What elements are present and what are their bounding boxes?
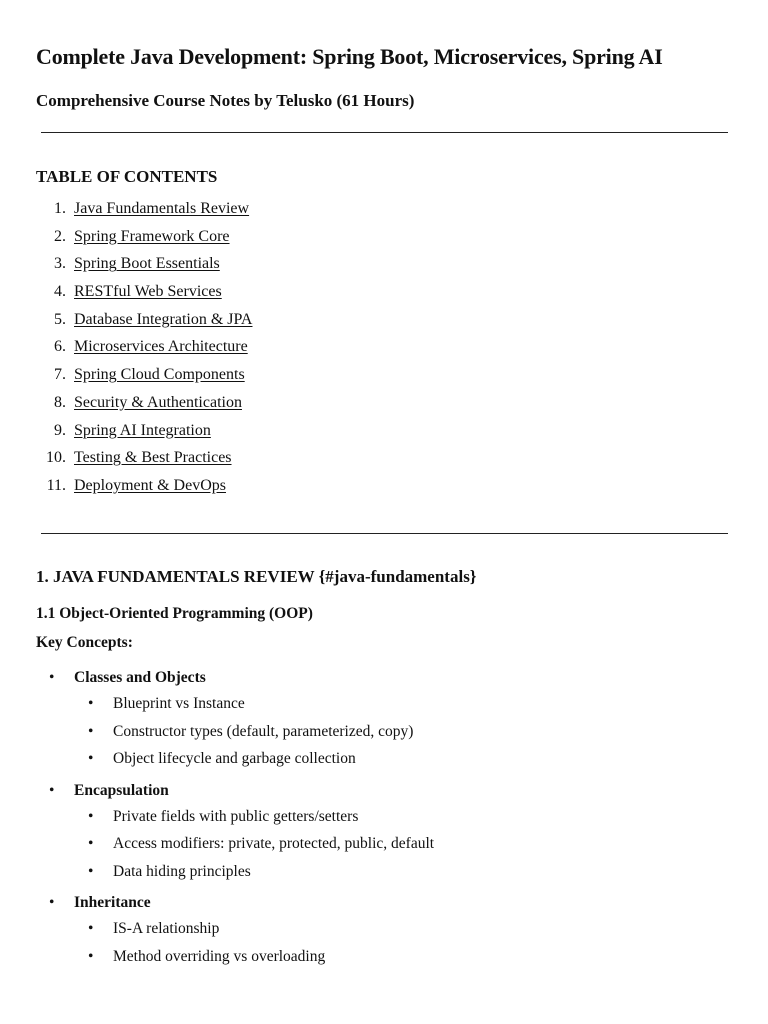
toc-item: [36, 252, 252, 280]
document-subtitle: Comprehensive Course Notes by Telusko (61 Hours): [36, 91, 415, 110]
toc-link-deployment-devops[interactable]: Deployment & DevOps: [74, 476, 226, 494]
toc-item-number: 8.: [54, 393, 66, 411]
concept-point: • Data hiding principles: [74, 858, 736, 886]
concept-list: [36, 666, 736, 976]
concept-points: [74, 690, 736, 773]
document-title: Complete Java Development: Spring Boot, Microservices, Spring AI: [36, 44, 663, 69]
toc-link-spring-cloud-components[interactable]: Spring Cloud Components: [74, 366, 245, 384]
toc-item-number: 6.: [54, 338, 66, 356]
toc-item: [36, 197, 252, 225]
concept-point: • Constructor types (default, parameterized, copy): [74, 718, 736, 746]
concept-item: [36, 891, 736, 970]
toc-link-java-fundamentals[interactable]: Java Fundamentals Review: [74, 200, 250, 217]
toc-heading: TABLE OF CONTENTS: [36, 167, 218, 186]
subsection-heading: 1.1 Object-Oriented Programming (OOP): [36, 605, 313, 622]
toc-item-number: 2.: [54, 227, 66, 245]
concept-title: • Classes and Objects: [74, 669, 206, 686]
concept-point: • Access modifiers: private, protected, public, default: [74, 830, 736, 858]
concept-points: [74, 915, 736, 970]
horizontal-divider: [41, 533, 728, 534]
horizontal-divider: [41, 132, 728, 133]
toc-link-testing-best-practices[interactable]: Testing & Best Practices: [74, 449, 232, 467]
toc-item-number: 3.: [54, 255, 66, 273]
table-of-contents: [36, 197, 252, 502]
toc-item: [36, 391, 252, 419]
toc-link-restful-web-services[interactable]: RESTful Web Services: [74, 283, 222, 301]
toc-item: [36, 446, 252, 474]
concept-item: [36, 779, 736, 886]
toc-item-number: 4.: [54, 283, 66, 301]
concept-item: [36, 666, 736, 773]
concept-point: • Object lifecycle and garbage collection: [74, 745, 736, 773]
concept-point: • Blueprint vs Instance: [74, 690, 736, 718]
toc-item-number: 9.: [54, 421, 66, 439]
toc-item: [36, 335, 252, 363]
toc-item: [36, 363, 252, 391]
toc-link-spring-ai-integration[interactable]: Spring AI Integration: [74, 421, 211, 439]
concept-points: [74, 803, 736, 886]
concept-title: • Encapsulation: [74, 781, 169, 799]
toc-item-number: 7.: [54, 366, 66, 384]
toc-link-spring-framework-core[interactable]: Spring Framework Core: [74, 227, 230, 245]
concept-title: • Inheritance: [74, 894, 151, 911]
toc-link-spring-boot-essentials[interactable]: Spring Boot Essentials: [74, 255, 220, 273]
toc-item: [36, 308, 252, 336]
toc-item-number: 1.: [54, 200, 66, 217]
toc-link-database-integration[interactable]: Database Integration & JPA: [74, 310, 253, 328]
concept-point: • IS-A relationship: [74, 915, 736, 943]
toc-link-microservices-architecture[interactable]: Microservices Architecture: [74, 338, 248, 356]
toc-item: [36, 280, 252, 308]
concept-point: • Method overriding vs overloading: [74, 943, 736, 971]
toc-link-security-authentication[interactable]: Security & Authentication: [74, 393, 242, 411]
concept-point: • Private fields with public getters/setters: [74, 803, 736, 831]
toc-item-number: 5.: [54, 310, 66, 328]
section-heading: 1. JAVA FUNDAMENTALS REVIEW {#java-fundamentals}: [36, 567, 477, 586]
toc-item-number: 11.: [46, 476, 66, 494]
toc-item: [36, 419, 252, 447]
toc-item-number: 10.: [46, 449, 66, 467]
toc-item: [36, 474, 252, 502]
toc-item: [36, 225, 252, 253]
key-concepts-label: Key Concepts:: [36, 634, 133, 651]
